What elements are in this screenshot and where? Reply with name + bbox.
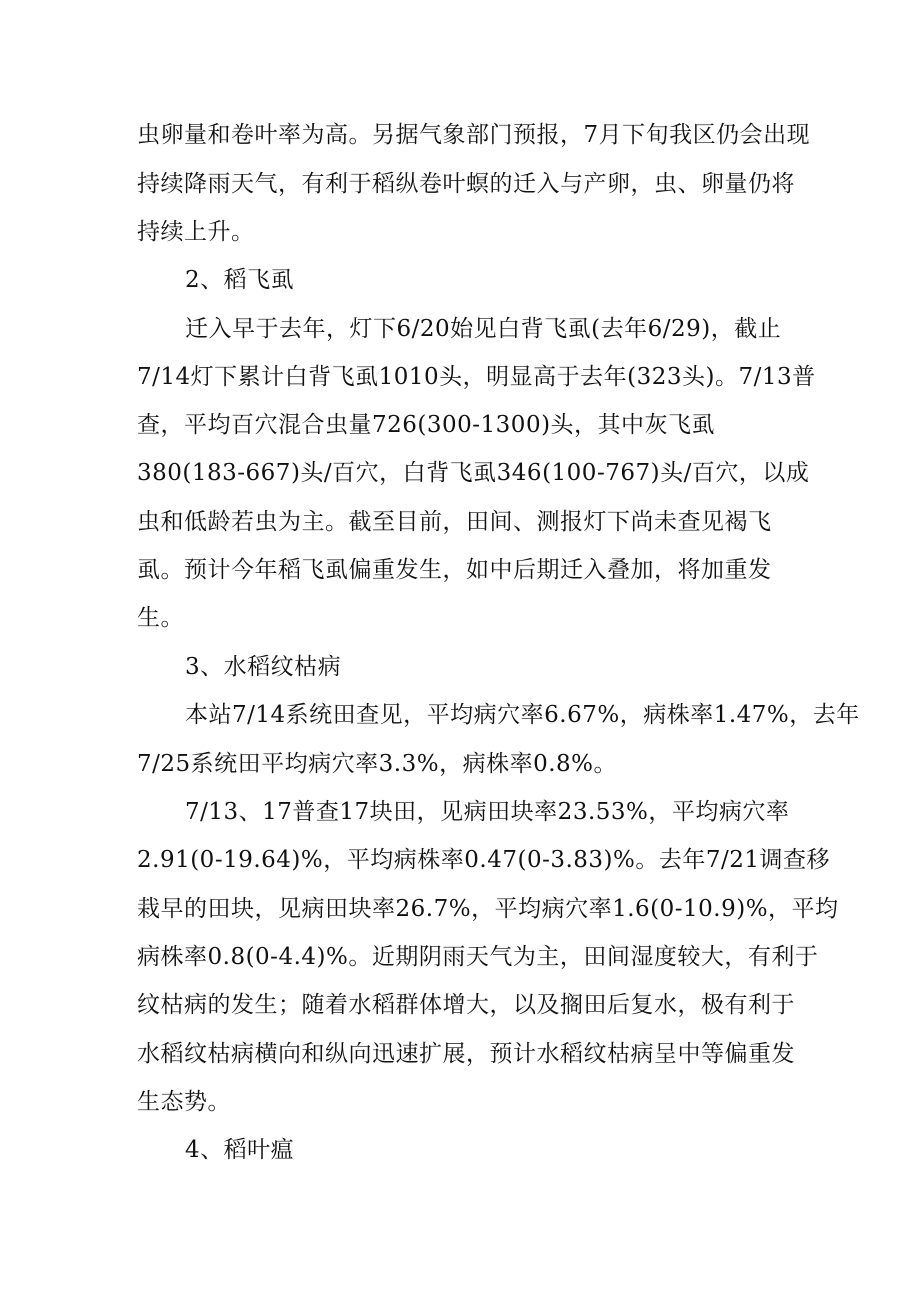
text-line: 纹枯病的发生；随着水稻群体增大，以及搁田后复水，极有利于 bbox=[137, 992, 795, 1018]
text-line: 持续上升。 bbox=[137, 219, 255, 245]
text-line: 7/13、17普查17块田，见病田块率23.53%，平均病穴率 bbox=[185, 799, 790, 825]
text-line: 栽早的田块，见病田块率26.7%，平均病穴率1.6(0-10.9)%，平均 bbox=[137, 896, 839, 922]
section-heading: 3、水稻纹枯病 bbox=[185, 654, 342, 680]
text-line: 2.91(0-19.64)%，平均病株率0.47(0-3.83)%。去年7/21调查移 bbox=[137, 847, 831, 873]
text-line: 迁入早于去年，灯下6/20始见白背飞虱(去年6/29)，截止 bbox=[185, 316, 782, 342]
text-line: 查，平均百穴混合虫量726(300-1300)头，其中灰飞虱 bbox=[137, 412, 716, 438]
text-line: 7/25系统田平均病穴率3.3%，病株率0.8%。 bbox=[137, 751, 618, 777]
text-line: 持续降雨天气，有利于稻纵卷叶螟的迁入与产卵，虫、卵量仍将 bbox=[137, 171, 795, 197]
text-line: 本站7/14系统田查见，平均病穴率6.67%，病株率1.47%，去年 bbox=[185, 702, 860, 728]
text-line: 虫卵量和卷叶率为高。另据气象部门预报，7月下旬我区仍会出现 bbox=[137, 122, 811, 148]
text-line: 水稻纹枯病横向和纵向迅速扩展，预计水稻纹枯病呈中等偏重发 bbox=[137, 1041, 795, 1067]
text-line: 病株率0.8(0-4.4)%。近期阴雨天气为主，田间湿度较大，有利于 bbox=[137, 944, 819, 970]
text-line: 生。 bbox=[137, 605, 184, 631]
section-heading: 4、稻叶瘟 bbox=[185, 1137, 295, 1163]
text-line: 生态势。 bbox=[137, 1089, 231, 1115]
section-heading: 2、稻飞虱 bbox=[185, 267, 295, 293]
text-line: 7/14灯下累计白背飞虱1010头，明显高于去年(323头)。7/13普 bbox=[137, 364, 816, 390]
text-line: 虫和低龄若虫为主。截至目前，田间、测报灯下尚未查见褐飞 bbox=[137, 509, 772, 535]
text-line: 380(183-667)头/百穴，白背飞虱346(100-767)头/百穴，以成 bbox=[137, 460, 810, 486]
text-line: 虱。预计今年稻飞虱偏重发生，如中后期迁入叠加，将加重发 bbox=[137, 557, 772, 583]
